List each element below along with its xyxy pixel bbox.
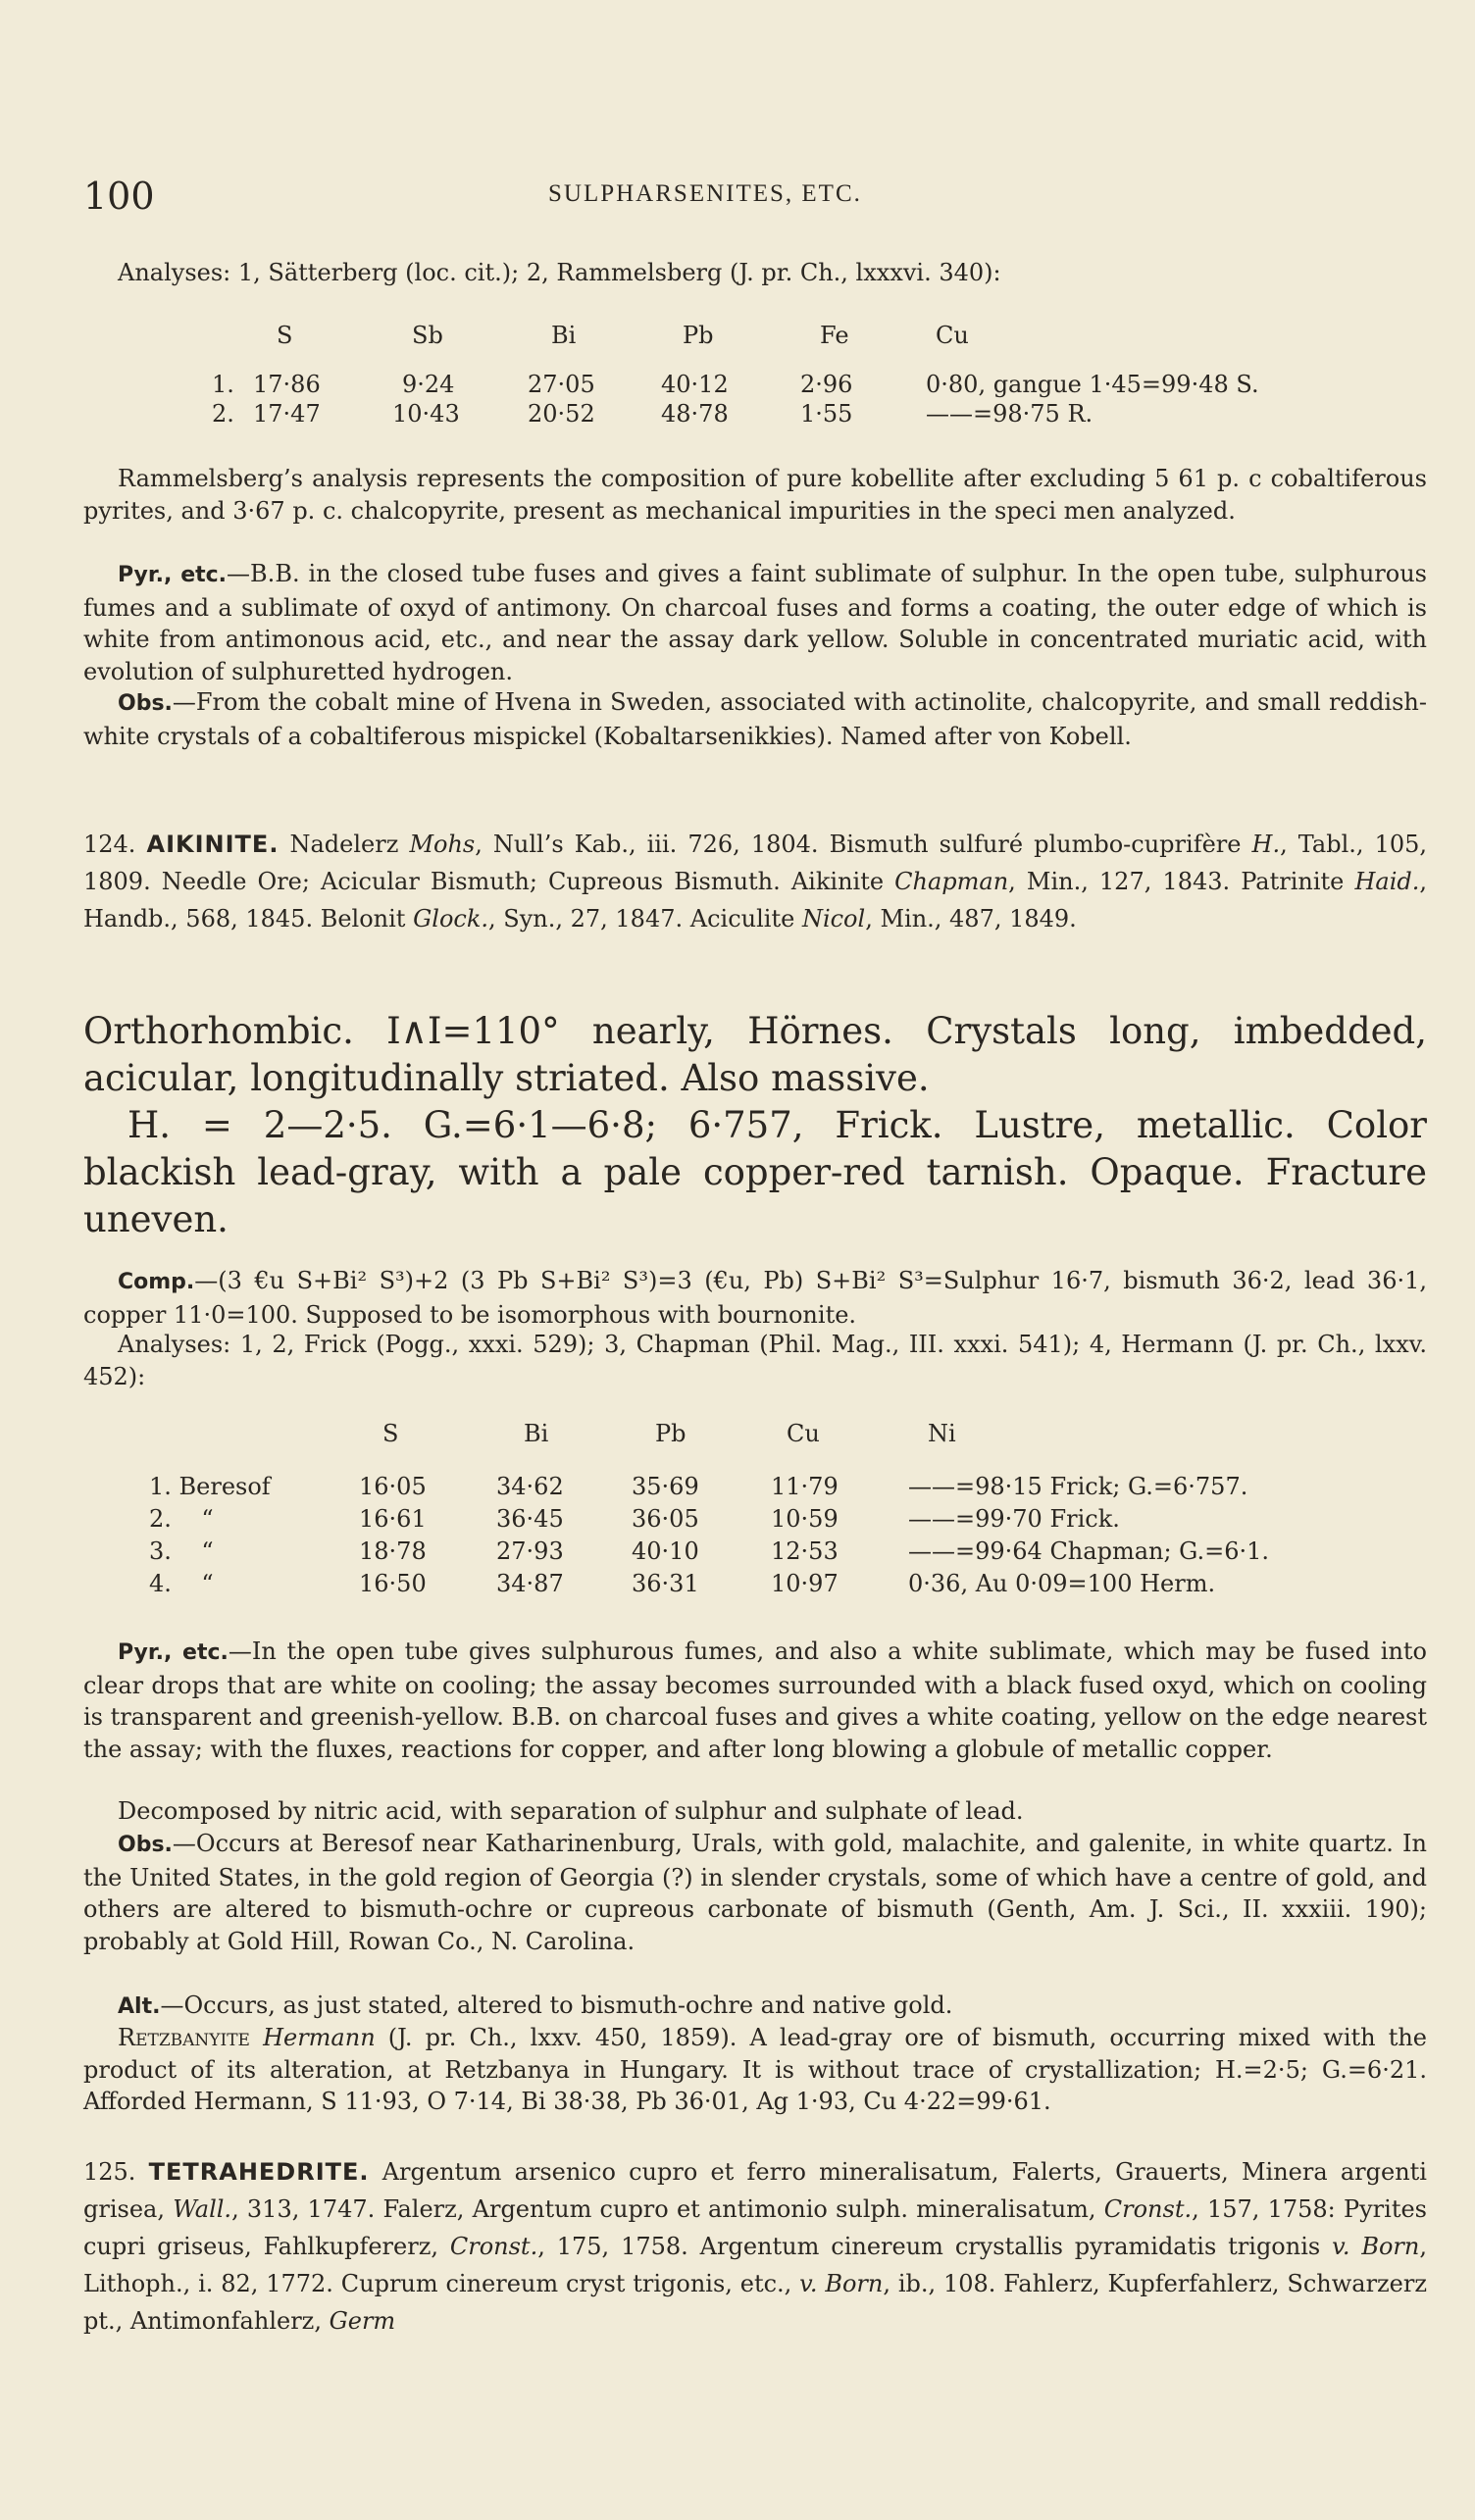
aikinite-analyses-intro: Analyses: 1, 2, Frick (Pogg., xxxi. 529); 3, Chapman (Phil. Mag., III. xxxi. 541); 4, Hermann (J. pr. Ch., lxxv. 452): (83, 1331, 1427, 1390)
retzbanyite-note: Retzbanyite Hermann (J. pr. Ch., lxxv. 450, 1859). A lead-gray ore of bismuth, occurring mixed with the product of its alteration, at Retzbanya in Hungary. It is without trace of crystallization; H.=2·5; G.=6·21. Afforded Hermann, S 11·93, O 7·14, Bi 38·38, Pb 36·01, Ag 1·93, Cu 4·22=99·61. (83, 2024, 1427, 2115)
aikinite-obs: Obs.—Occurs at Beresof near Katharinenburg, Urals, with gold, malachite, and galenite, in white quartz. In the United States, in the gold region of Georgia (?) in slender crystals, some of which have a centre of gold, and others are altered to bismuth-ochre or cupreous carbonate of bismuth (Genth, Am. J. Sci., II. xxxiii. 190); probably at Gold Hill, Rowan Co., N. Carolina. (83, 1830, 1427, 1955)
aikinite-description-1: Orthorhombic. I∧I=110° nearly, Hörnes. Crystals long, imbedded, acicular, longitudinally striated. Also massive. (83, 1010, 1427, 1099)
aikinite-decomposition: Decomposed by nitric acid, with separation of sulphur and sulphate of lead. (118, 1797, 1024, 1825)
page-header (83, 175, 1388, 218)
aikinite-alt: Alt.—Occurs, as just stated, altered to bismuth-ochre and native gold. (118, 1991, 953, 2019)
aikinite-heading: 124. AIKINITE. Nadelerz Mohs, Null’s Kab., iii. 726, 1804. Bismuth sulfuré plumbo-cuprifère H., Tabl., 105, 1809. Needle Ore; Acicular Bismuth; Cupreous Bismuth. Aikinite Chapman, Min., 127, 1843. Patrinite Haid., Handb., 568, 1845. Belonit Glock., Syn., 27, 1847. Aciculite Nicol, Min., 487, 1849. (83, 831, 1428, 932)
running-title: SULPHARSENITES, ETC. (548, 180, 862, 207)
book-page: 100 SULPHARSENITES, ETC. Analyses: 1, Sätterberg (loc. cit.); 2, Rammelsberg (J. pr. Ch., lxxxvi. 340): S Sb Bi Pb Fe Cu 1. 17·86 9·24 27·05 40·12 2·96 0·80, gangue 1·45=99·48 S. 2. 17·47 10·43 20·52 48·78 1·55 ——=98·75 R. Rammelsberg’s analysis represents the composition of pure kobellite after excluding 5 61 p. c cobaltiferous pyrites, and 3·67 p. c. chalcopyrite, present as mechanical impurities in the speci men analyzed. Pyr., etc.—B.B. in the closed tube fuses and gives a faint sublimate of sulphur. In the open tube, sulphurous fumes and a sublimate of oxyd of antimony. On charcoal fuses and forms a coating, the outer edge of which is white from antimonous acid, etc., and near the assay dark yellow. Soluble in concentrated muriatic acid, with evolution of sulphuretted hydrogen. Obs.—From the cobalt mine of Hvena in Sweden, associated with actinolite, chalcopyrite, and small reddish-white crystals of a cobaltiferous mispickel (Kobaltarsenikkies). Named after von Kobell. 124. AIKINITE. Nadelerz Mohs, Null’s Kab., iii. 726, 1804. Bismuth sulfuré plumbo-cuprifère H., Tabl., 105, 1809. Needle Ore; Acicular Bismuth; Cupreous Bismuth. Aikinite Chapman, Min., 127, 1843. Patrinite Haid., Handb., 568, 1845. Belonit Glock., Syn., 27, 1847. Aciculite Nicol, Min., 487, 1849. Orthorhombic. I∧I=110° nearly, Hörnes. Crystals long, imbedded, acicular, longitudinally striated. Also massive. H. = 2—2·5. G.=6·1—6·8; 6·757, Frick. Lustre, metallic. Color blackish lead-gray, with a pale copper-red tarnish. Opaque. Fracture uneven. Comp.—(3 €u S+Bi² S³)+2 (3 Pb S+Bi² S³)=3 (€u, Pb) S+Bi² S³=Sulphur 16·7, bismuth 36·2, lead 36·1, copper 11·0=100. Supposed to be isomorphous with bournonite. Analyses: 1, 2, Frick (Pogg., xxxi. 529); 3, Chapman (Phil. Mag., III. xxxi. 541); 4, Hermann (J. pr. Ch., lxxv. 452): S Bi Pb Cu Ni 1. Beresof 16·05 34·62 35·69 11·79 ——=98·15 Frick; G.=6·757. 2. “ 16·61 36·45 36·05 10·59 ——=99·70 Frick. 3. “ 18·78 27·93 40·10 12·53 ——=99·64 Chapman; G.=6·1. 4. “ 16·50 34·87 36·31 10·97 0·36, Au 0·09=100 Herm. Pyr., etc.—In the open tube gives sulphurous fumes, and also a white sublimate, which may be fused into clear drops that are white on cooling; the assay becomes surrounded with a black fused oxyd, which on cooling is transparent and greenish-yellow. B.B. on charcoal fuses and gives a white coating, yellow on the edge nearest the assay; with the fluxes, reactions for copper, and after long blowing a globule of metallic copper. Decomposed by nitric acid, with separation of sulphur and sulphate of lead. Obs.—Occurs at Beresof near Katharinenburg, Urals, with gold, malachite, and galenite, in white quartz. In the United States, in the gold region of Georgia (?) in slender crystals, some of which have a centre of gold, and others are altered to bismuth-ochre or cupreous carbonate of bismuth (Genth, Am. J. Sci., II. xxxiii. 190); probably at Gold Hill, Rowan Co., N. Carolina. Alt.—Occurs, as just stated, altered to bismuth-ochre and native gold. Retzbanyite Hermann (J. pr. Ch., lxxv. 450, 1859). A lead-gray ore of bismuth, occurring mixed with the product of its alteration, at Retzbanya in Hungary. It is without trace of crystallization; H.=2·5; G.=6·21. Afforded Hermann, S 11·93, O 7·14, Bi 38·38, Pb 36·01, Ag 1·93, Cu 4·22=99·61. 125. TETRAHEDRITE. Argentum arsenico cupro et ferro mineralisatum, Falerts, Grauerts, Minera argenti grisea, Wall., 313, 1747. Falerz, Argentum cupro et antimonio sulph. mineralisatum, Cronst., 157, 1758: Pyrites cupri griseus, Fahlkupfererz, Cronst., 175, 1758. Argentum cinereum crystallis pyramidatis trigonis v. Born, Lithoph., i. 82, 1772. Cuprum cinereum cryst trigonis, etc., v. Born, ib., 108. Fahlerz, Kupferfahlerz, Schwarzerz pt., Antimonfahlerz, Germ (0, 0, 1475, 2520)
kobellite-obs: Obs.—From the cobalt mine of Hvena in Sweden, associated with actinolite, chalcopyrite, and small reddish-white crystals of a cobaltiferous mispickel (Kobaltarsenikkies). Named after von Kobell. (83, 688, 1427, 750)
analyses-intro: Analyses: 1, Sätterberg (loc. cit.); 2, Rammelsberg (J. pr. Ch., lxxxvi. 340): (118, 259, 1001, 286)
aikinite-comp: Comp.—(3 €u S+Bi² S³)+2 (3 Pb S+Bi² S³)=3 (€u, Pb) S+Bi² S³=Sulphur 16·7, bismuth 36·2, lead 36·1, copper 11·0=100. Supposed to be isomorphous with bournonite. (83, 1267, 1427, 1329)
kobellite-note: Rammelsberg’s analysis represents the composition of pure kobellite after excluding 5 61 p. c cobaltiferous pyrites, and 3·67 p. c. chalcopyrite, present as mechanical impurities in the speci men analyzed. (83, 465, 1427, 525)
tetrahedrite-heading: 125. TETRAHEDRITE. Argentum arsenico cupro et ferro mineralisatum, Falerts, Grauerts, Minera argenti grisea, Wall., 313, 1747. Falerz, Argentum cupro et antimonio sulph. mineralisatum, Cronst., 157, 1758: Pyrites cupri griseus, Fahlkupfererz, Cronst., 175, 1758. Argentum cinereum crystallis pyramidatis trigonis v. Born, Lithoph., i. 82, 1772. Cuprum cinereum cryst trigonis, etc., v. Born, ib., 108. Fahlerz, Kupferfahlerz, Schwarzerz pt., Antimonfahlerz, Germ (83, 2158, 1428, 2335)
aikinite-description-2: H. = 2—2·5. G.=6·1—6·8; 6·757, Frick. Lustre, metallic. Color blackish lead-gray, with a pale copper-red tarnish. Opaque. Fracture uneven. (83, 1104, 1427, 1240)
kobellite-pyr: Pyr., etc.—B.B. in the closed tube fuses and gives a faint sublimate of sulphur. In the open tube, sulphurous fumes and a sublimate of oxyd of antimony. On charcoal fuses and forms a coating, the outer edge of which is white from antimonous acid, etc., and near the assay dark yellow. Soluble in concentrated muriatic acid, with evolution of sulphuretted hydrogen. (83, 560, 1427, 685)
mineral-name: TETRAHEDRITE. (148, 2158, 370, 2186)
aikinite-pyr: Pyr., etc.—In the open tube gives sulphurous fumes, and also a white sublimate, which may be fused into clear drops that are white on cooling; the assay becomes surrounded with a black fused oxyd, which on cooling is transparent and greenish-yellow. B.B. on charcoal fuses and gives a white coating, yellow on the edge nearest the assay; with the fluxes, reactions for copper, and after long blowing a globule of metallic copper. (83, 1638, 1428, 1763)
mineral-name: AIKINITE. (146, 831, 280, 858)
page-number: 100 (83, 175, 155, 218)
